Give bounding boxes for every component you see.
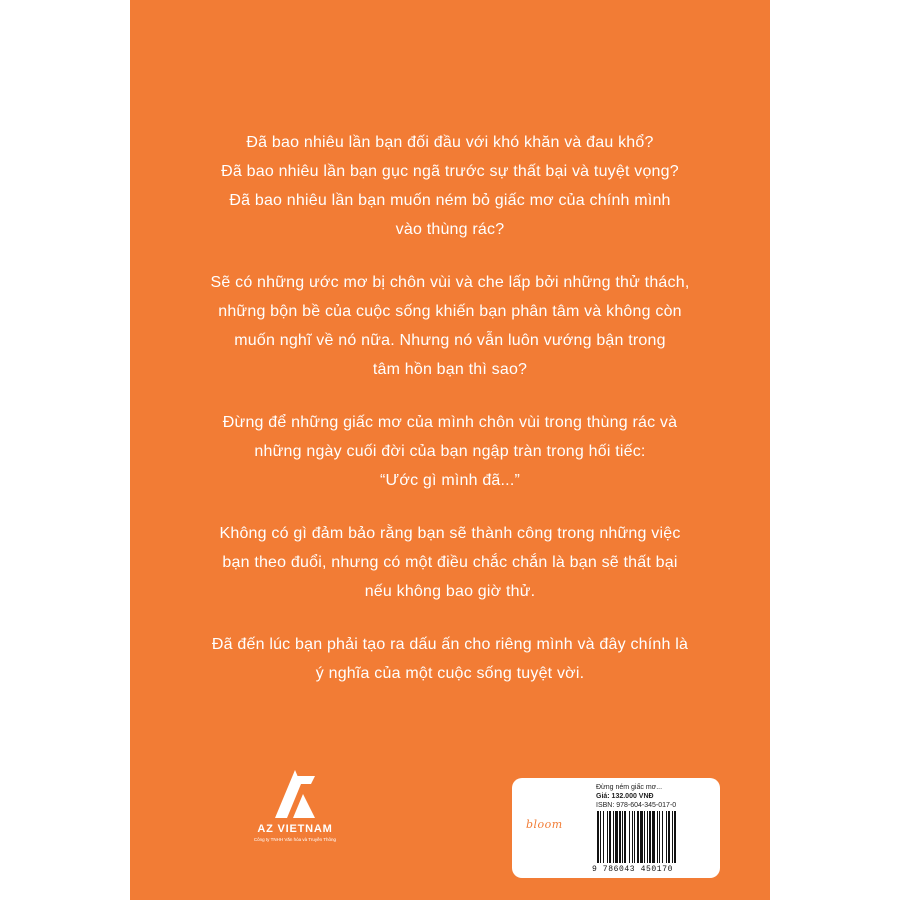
blurb-line: tâm hồn bạn thì sao? — [372, 361, 528, 378]
blurb-line: ý nghĩa của một cuộc sống tuyệt vời. — [315, 665, 585, 682]
blurb-line: những bộn bề của cuộc sống khiến bạn phân tâm và không còn — [218, 303, 682, 320]
blurb-paragraph — [190, 630, 710, 688]
blurb-line: Đã bao nhiêu lần bạn muốn ném bỏ giấc mơ của chính mình — [229, 192, 671, 209]
blurb-line: bạn theo đuổi, nhưng có một điều chắc chắn là bạn sẽ thất bại — [222, 554, 678, 571]
publisher-name: AZ VIETNAM — [257, 823, 333, 835]
blurb-line: Sẽ có những ước mơ bị chôn vùi và che lấp bởi những thử thách, — [210, 274, 690, 291]
blurb-paragraph — [190, 519, 710, 606]
blurb-line: Không có gì đảm bảo rằng bạn sẽ thành công trong những việc — [219, 525, 681, 542]
imprint-logo: bloom — [526, 818, 563, 831]
blurb-line: Đã bao nhiêu lần bạn gục ngã trước sự thất bại và tuyệt vọng? — [221, 163, 679, 180]
blurb-line: Đừng để những giấc mơ của mình chôn vùi trong thùng rác và — [222, 414, 678, 431]
blurb-line: nếu không bao giờ thử. — [364, 583, 536, 600]
blurb-line: những ngày cuối đời của bạn ngập tràn trong hối tiếc: — [254, 443, 646, 460]
blurb-line: vào thùng rác? — [395, 221, 505, 238]
blurb-paragraph — [190, 128, 710, 244]
az-logo-icon — [273, 768, 317, 820]
blurb-paragraph — [190, 408, 710, 495]
publisher-subtitle: Công ty TNHH Văn hóa và Truyền Thông — [253, 837, 337, 842]
blurb-line: muốn nghĩ về nó nữa. Nhưng nó vẫn luôn vướng bận trong — [234, 332, 666, 349]
back-cover — [130, 0, 770, 900]
book-price: Giá: 132.000 VNĐ — [596, 793, 654, 800]
blurb-line: “Ước gì mình đã...” — [380, 472, 520, 489]
publisher-block — [220, 768, 370, 842]
blurb-paragraph — [190, 268, 710, 384]
blurb-line: Đã bao nhiêu lần bạn đối đầu với khó khăn và đau khổ? — [246, 134, 654, 151]
book-info — [596, 783, 712, 810]
blurb-line: Đã đến lúc bạn phải tạo ra dấu ấn cho riêng mình và đây chính là — [211, 636, 689, 653]
blurb-text — [190, 128, 710, 712]
barcode-number: 9 786043 450170 — [592, 865, 674, 874]
book-isbn: ISBN: 978-604-345-017-0 — [596, 802, 677, 809]
barcode-icon — [596, 811, 712, 863]
barcode-label — [512, 778, 720, 878]
book-title: Đừng ném giấc mơ... — [596, 784, 663, 791]
